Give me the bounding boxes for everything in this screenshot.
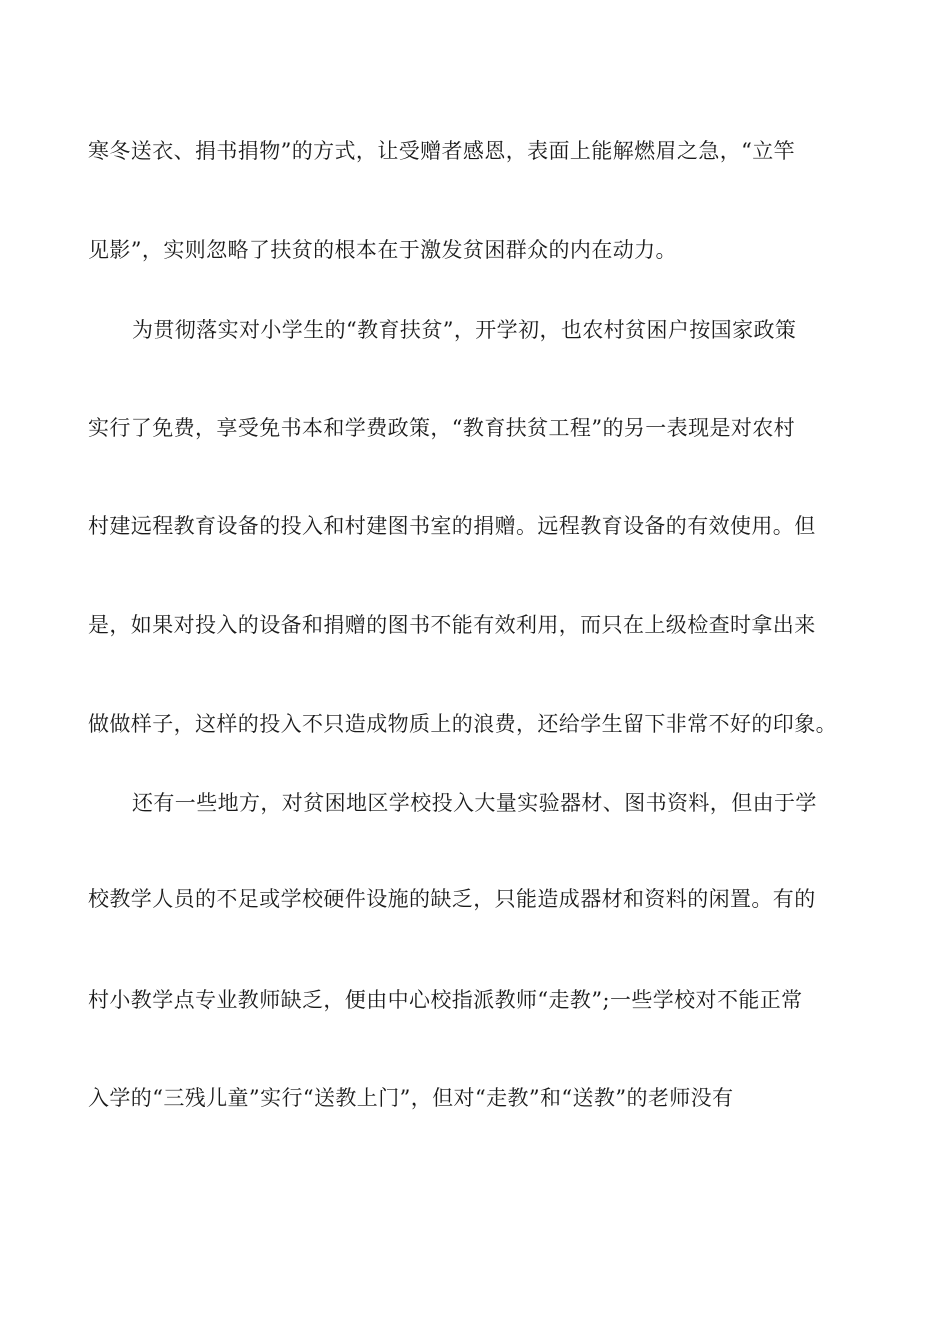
text-line: 村建远程教育设备的投入和村建图书室的捐赠。远程教育设备的有效使用。但 [88, 514, 816, 538]
paragraph-start-line: 为贯彻落实对小学生的“教育扶贫”，开学初，也农村贫困户按国家政策 [132, 318, 797, 342]
text-line: 校教学人员的不足或学校硬件设施的缺乏，只能造成器材和资料的闲置。有的 [88, 887, 816, 911]
text-line: 见影”，实则忽略了扶贫的根本在于激发贫困群众的内在动力。 [88, 238, 677, 262]
text-line: 做做样子，这样的投入不只造成物质上的浪费，还给学生留下非常不好的印象。 [88, 712, 837, 736]
paragraph-start-line: 还有一些地方，对贫困地区学校投入大量实验器材、图书资料，但由于学 [132, 791, 817, 815]
text-line: 入学的“三残儿童”实行“送教上门”，但对“走教”和“送教”的老师没有 [88, 1086, 734, 1110]
text-line: 寒冬送衣、捐书捐物”的方式，让受赠者感恩，表面上能解燃眉之急，“立竿 [88, 139, 796, 163]
text-line: 是，如果对投入的设备和捐赠的图书不能有效利用，而只在上级检查时拿出来 [88, 613, 816, 637]
text-line: 实行了免费，享受免书本和学费政策，“教育扶贫工程”的另一表现是对农村 [88, 416, 796, 440]
text-line: 村小教学点专业教师缺乏，便由中心校指派教师“走教”;一些学校对不能正常 [88, 988, 803, 1012]
